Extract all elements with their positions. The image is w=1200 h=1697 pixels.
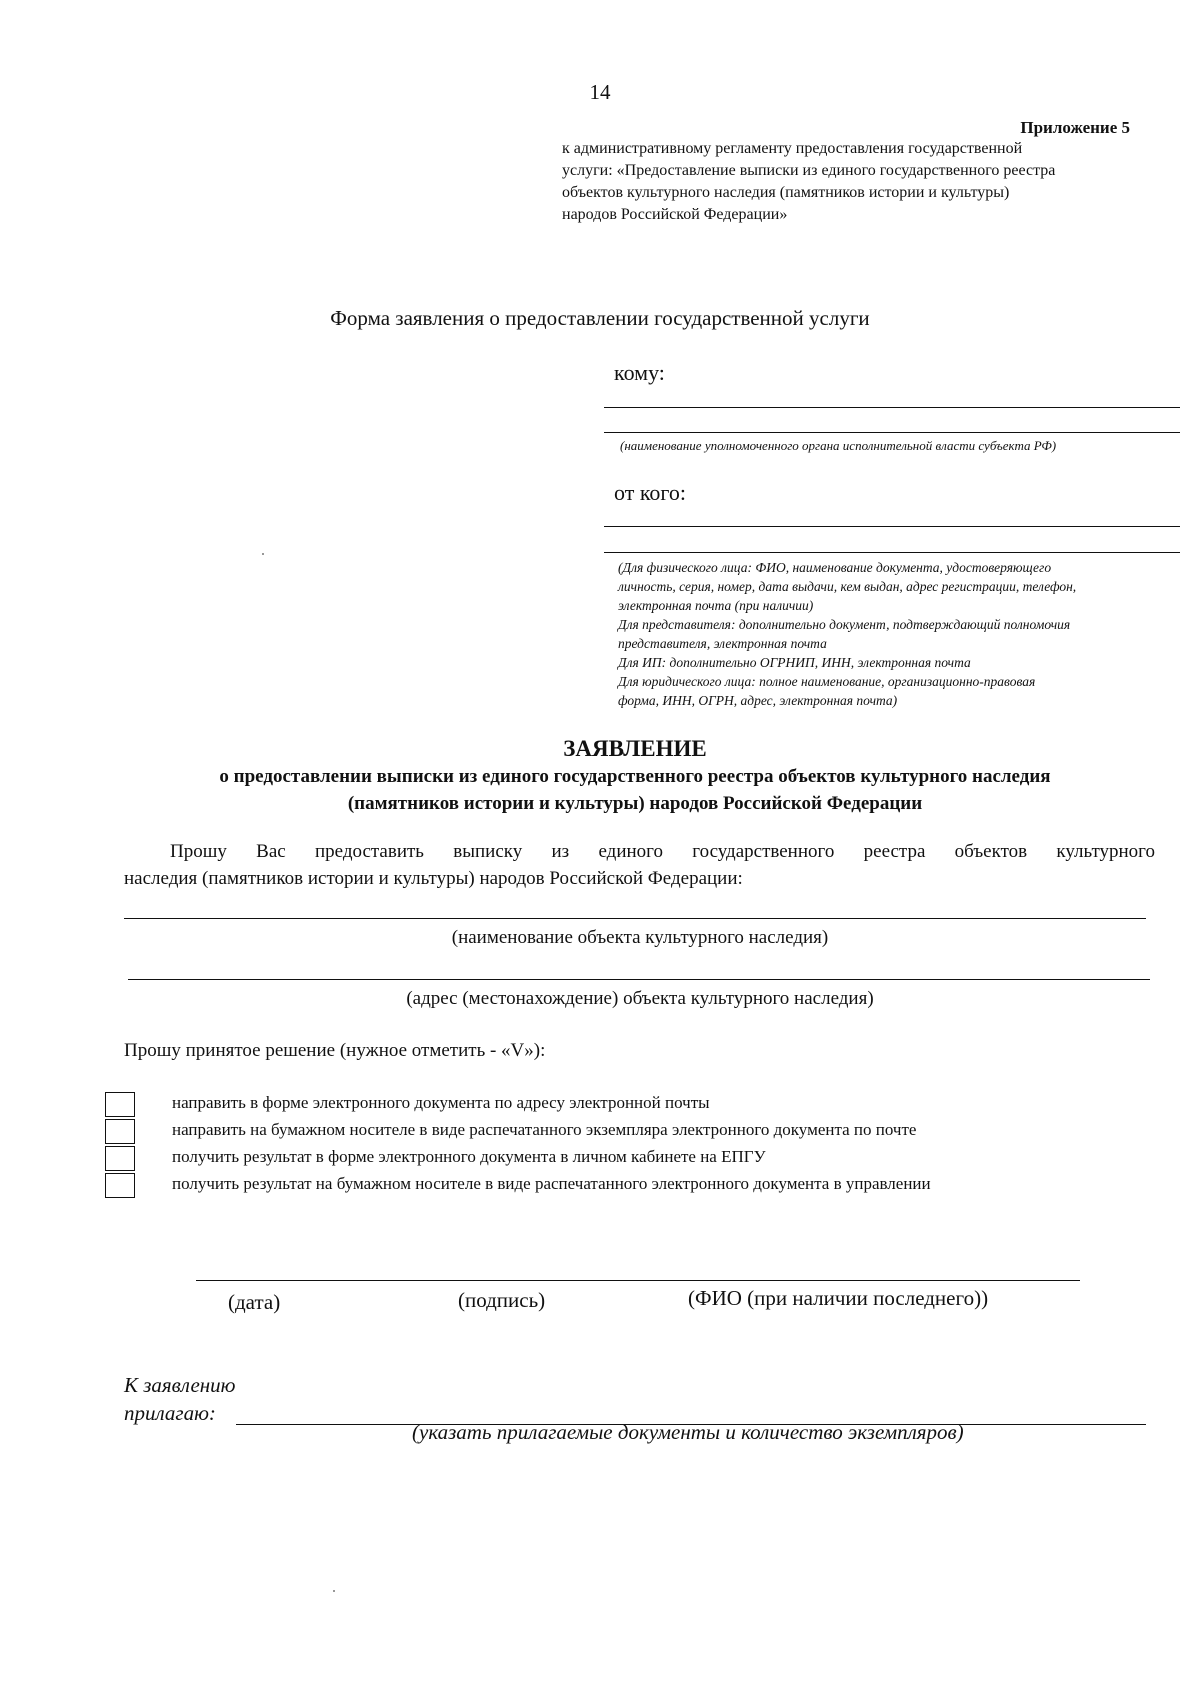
from-input-line[interactable]: [604, 526, 1180, 527]
from-caption: [618, 558, 1178, 710]
from-caption-line-text: Для представителя: дополнительно документ, подтверждающий полномочия: [618, 617, 1071, 632]
option-epgu-checkbox[interactable]: [105, 1146, 135, 1171]
from-caption-line-text: представителя, электронная почта: [618, 636, 827, 651]
from-caption-line-text: (Для физического лица: ФИО, наименование документа, удостоверяющего: [618, 560, 1052, 575]
option-office-label: получить результат на бумажном носителе в виде распечатанного электронного документа в управлении: [172, 1174, 931, 1193]
page-number: 14: [589, 80, 611, 104]
signature-line[interactable]: [196, 1280, 1080, 1281]
full-name-caption: (ФИО (при наличии последнего)): [688, 1286, 989, 1310]
statement-subheading-line2: (памятников истории и культуры) народов Российской Федерации: [347, 793, 923, 814]
option-email-label: направить в форме электронного документа по адресу электронной почты: [172, 1093, 710, 1112]
appendix-line: к административному регламенту предоставления государственной: [562, 140, 1023, 157]
statement-subheading: [0, 763, 1200, 817]
to-caption: (наименование уполномоченного органа исполнительной власти субъекта РФ): [620, 438, 1057, 453]
object-address-line[interactable]: [128, 979, 1150, 980]
appendix-line: услуги: «Предоставление выписки из единого государственного реестра: [562, 162, 1056, 179]
appendix-title: Приложение 5: [1020, 118, 1130, 137]
option-post-label: направить на бумажном носителе в виде распечатанного экземпляра электронного документа по почте: [172, 1120, 917, 1139]
to-input-line[interactable]: [604, 407, 1180, 408]
from-caption-line-text: электронная почта (при наличии): [618, 598, 814, 613]
option-epgu-label: получить результат в форме электронного документа в личном кабинете на ЕПГУ: [172, 1147, 766, 1166]
from-caption-line-text: личность, серия, номер, дата выдачи, кем выдан, адрес регистрации, телефон,: [618, 579, 1077, 594]
scan-speck: [262, 553, 264, 555]
date-caption: (дата): [228, 1290, 281, 1314]
attachment-label-line2: прилагаю:: [124, 1401, 216, 1425]
appendix-text: [562, 138, 1142, 226]
option-email-checkbox[interactable]: [105, 1092, 135, 1117]
from-caption-line-text: Для ИП: дополнительно ОГРНИП, ИНН, электронная почта: [618, 655, 971, 670]
request-text-line2: наследия (памятников истории и культуры) народов Российской Федерации:: [124, 868, 743, 889]
attachment-caption: (указать прилагаемые документы и количество экземпляров): [412, 1420, 964, 1444]
scan-speck: [333, 1590, 335, 1592]
decision-label: Прошу принятое решение (нужное отметить - «V»):: [124, 1040, 546, 1061]
appendix-line: объектов культурного наследия (памятников истории и культуры): [562, 184, 1010, 201]
from-caption-line-text: Для юридического лица: полное наименование, организационно-правовая: [618, 674, 1036, 689]
from-caption-line: [604, 552, 1180, 553]
from-caption-line-text: форма, ИНН, ОГРН, адрес, электронная почта): [618, 693, 898, 708]
signature-caption: (подпись): [458, 1288, 546, 1312]
request-text-line1: Прошу Вас предоставить выписку из единого государственного реестра объектов культурного: [170, 841, 1155, 862]
option-post-checkbox[interactable]: [105, 1119, 135, 1144]
to-caption-line: [604, 432, 1180, 433]
object-name-caption: (наименование объекта культурного наследия): [451, 927, 829, 948]
object-address-caption: (адрес (местонахождение) объекта культурного наследия): [406, 988, 874, 1009]
statement-heading: ЗАЯВЛЕНИЕ: [563, 736, 707, 761]
attachment-label-line1: К заявлению: [124, 1373, 236, 1397]
to-label: кому:: [614, 360, 665, 385]
object-name-line[interactable]: [124, 918, 1146, 919]
form-title: Форма заявления о предоставлении государственной услуги: [330, 306, 870, 330]
option-office-checkbox[interactable]: [105, 1173, 135, 1198]
appendix-line: народов Российской Федерации»: [562, 206, 788, 223]
from-label: от кого:: [614, 480, 686, 505]
statement-subheading-line1: о предоставлении выписки из единого государственного реестра объектов культурного наследия: [219, 766, 1051, 787]
